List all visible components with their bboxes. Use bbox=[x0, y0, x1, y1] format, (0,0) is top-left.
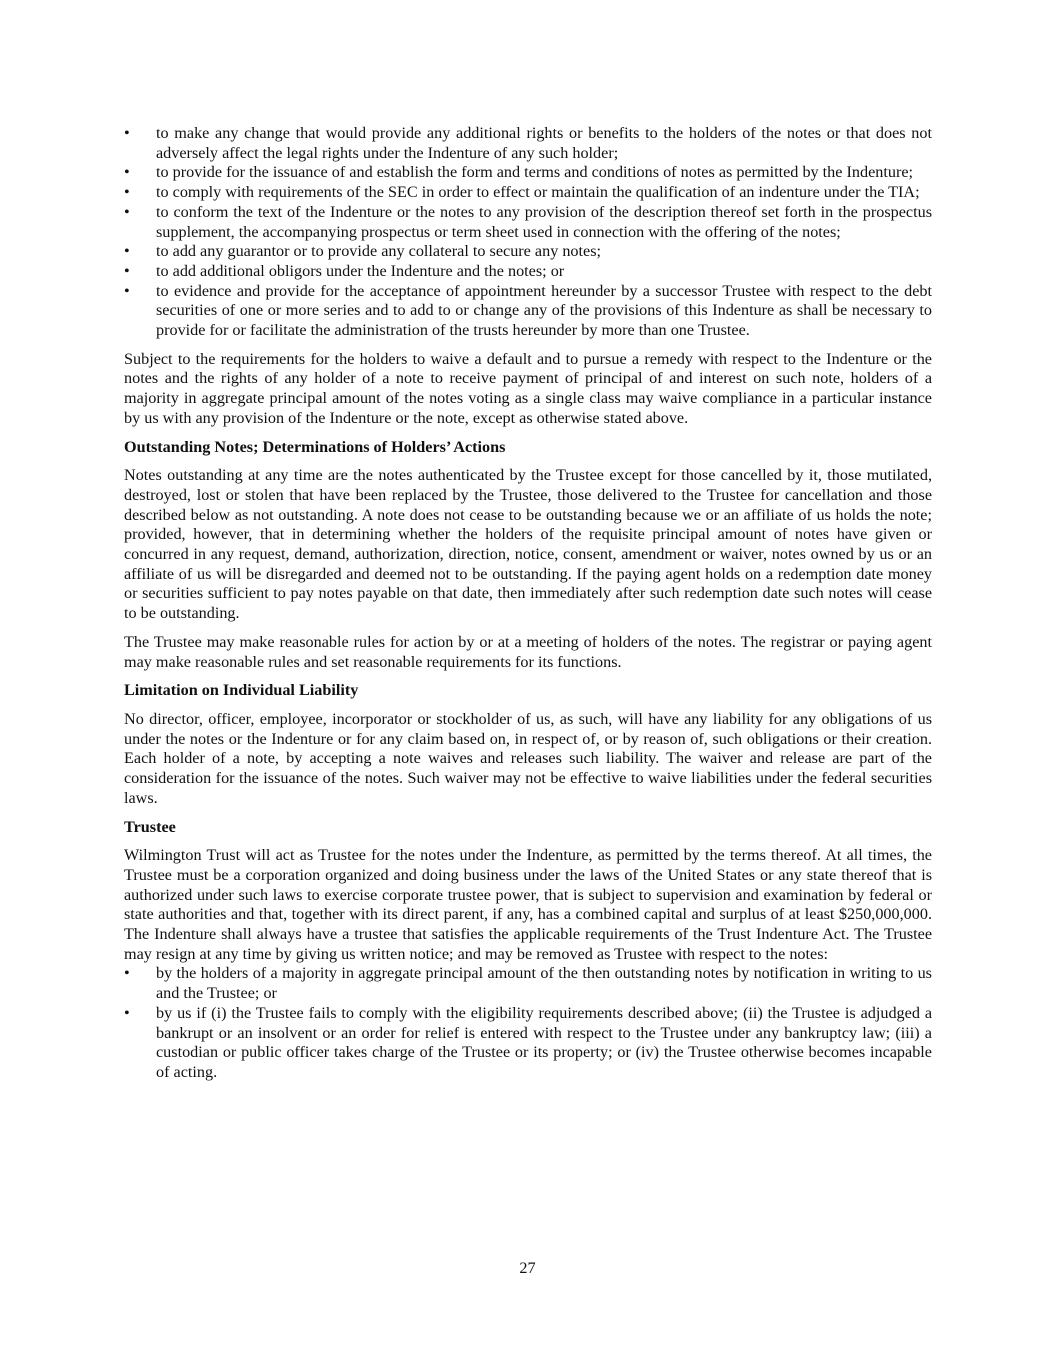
list-item: • by the holders of a majority in aggregate principal amount of the then outstanding notes by notification in writing to us and the Trustee; or bbox=[124, 964, 932, 1003]
individual-liability-paragraph: No director, officer, employee, incorporator or stockholder of us, as such, will have any liability for any obligations of us under the notes or the Indenture or for any claim based on, in respect of, or by reason of, such obligations or their creation. Each holder of a note, by accepting a note waives and releases such liability. The waiver and release are part of the consideration for the issuance of the notes. Such waiver may not be effective to waive liabilities under the federal securities laws. bbox=[124, 709, 932, 807]
list-item: • to make any change that would provide any additional rights or benefits to the holders of the notes or that does not adversely affect the legal rights under the Indenture of any such holder; bbox=[124, 124, 932, 163]
section-heading-outstanding-notes: Outstanding Notes; Determinations of Holders’ Actions bbox=[124, 437, 506, 456]
page-number: 27 bbox=[519, 1259, 536, 1277]
trustee-removal-bullet-list bbox=[124, 964, 932, 1082]
page-body bbox=[124, 124, 932, 1083]
trustee-paragraph: Wilmington Trust will act as Trustee for the notes under the Indenture, as permitted by the terms thereof. At all times, the Trustee must be a corporation organized and doing business under the laws of the United States or any state thereof that is authorized under such laws to exercise corporate trustee power, that is subject to supervision and examination by federal or state authorities and that, together with its direct parent, if any, has a combined capital and surplus of at least $250,000,000. The Indenture shall always have a trustee that satisfies the applicable requirements of the Trust Indenture Act. The Trustee may resign at any time by giving us written notice; and may be removed as Trustee with respect to the notes: bbox=[124, 846, 932, 963]
list-item: • to evidence and provide for the acceptance of appointment hereunder by a successor Trustee with respect to the debt securities of one or more series and to add to or change any of the provisions of this Indenture as shall be necessary to provide for or facilitate the administration of the trusts hereunder by more than one Trustee. bbox=[124, 282, 932, 341]
outstanding-notes-paragraph: Notes outstanding at any time are the notes authenticated by the Trustee except for those cancelled by it, those mutilated, destroyed, lost or stolen that have been replaced by the Trustee, those delivered to the Trustee for cancellation and those described below as not outstanding. A note does not cease to be outstanding because we or an affiliate of us holds the note; provided, however, that in determining whether the holders of the requisite principal amount of notes have given or concurred in any request, demand, authorization, direction, notice, consent, amendment or waiver, notes owned by us or an affiliate of us will be disregarded and deemed not to be outstanding. If the paying agent holds on a redemption date money or securities sufficient to pay notes payable on that date, then immediately after such redemption date such notes will cease to be outstanding. bbox=[124, 466, 932, 623]
trustee-rules-paragraph: The Trustee may make reasonable rules for action by or at a meeting of holders of the notes. The registrar or paying agent may make reasonable rules and set reasonable requirements for its functions. bbox=[124, 632, 932, 671]
section-heading-trustee: Trustee bbox=[124, 817, 176, 836]
list-item: • by us if (i) the Trustee fails to comply with the eligibility requirements described above; (ii) the Trustee is adjudged a bankrupt or an insolvent or an order for relief is entered with respect to the Trustee under any bankruptcy law; (iii) a custodian or public officer takes charge of the Trustee or its property; or (iv) the Trustee otherwise becomes incapable of acting. bbox=[124, 1004, 932, 1083]
waiver-paragraph: Subject to the requirements for the holders to waive a default and to pursue a remedy with respect to the Indenture or the notes and the rights of any holder of a note to receive payment of principal of and interest on such note, holders of a majority in aggregate principal amount of the notes voting as a single class may waive compliance in a particular instance by us with any provision of the Indenture or the note, except as otherwise stated above. bbox=[124, 349, 932, 427]
section-heading-individual-liability: Limitation on Individual Liability bbox=[124, 681, 359, 700]
list-item: • to provide for the issuance of and establish the form and terms and conditions of notes as permitted by the Indenture; bbox=[124, 163, 932, 183]
list-item: • to add additional obligors under the Indenture and the notes; or bbox=[124, 262, 932, 282]
list-item: • to comply with requirements of the SEC in order to effect or maintain the qualification of an indenture under the TIA; bbox=[124, 183, 932, 203]
list-item: • to conform the text of the Indenture or the notes to any provision of the description thereof set forth in the prospectus supplement, the accompanying prospectus or term sheet used in connection with the offering of the notes; bbox=[124, 203, 932, 242]
amendment-bullet-list bbox=[124, 124, 932, 341]
list-item: • to add any guarantor or to provide any collateral to secure any notes; bbox=[124, 242, 932, 262]
